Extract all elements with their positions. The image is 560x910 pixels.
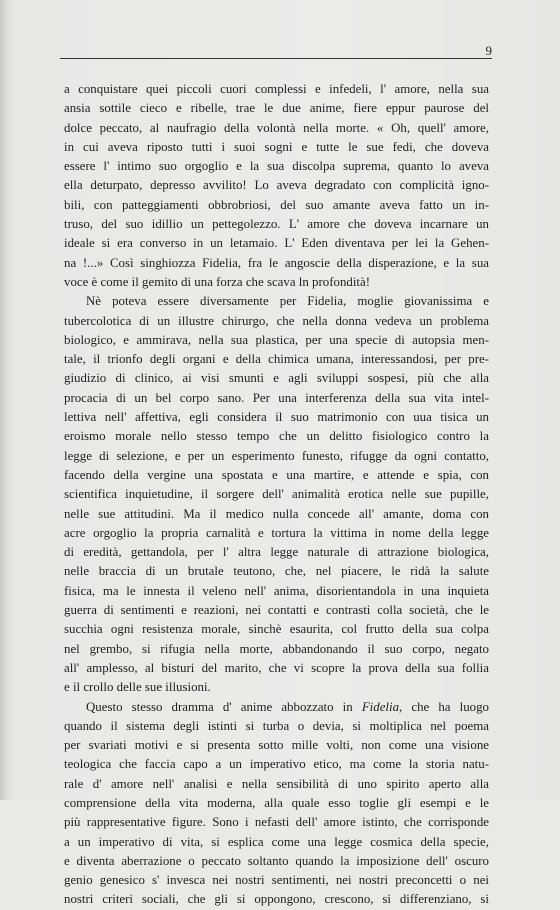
page-number: 9 (485, 43, 492, 58)
text-line: scientifica inquietudine, il sorgere dell' animalità erotica nelle sue pupille, (64, 487, 489, 502)
text-line: e il crollo delle sue illusioni. (64, 680, 211, 695)
text-line: bili, con patteggiamenti obbrobriosi, del suo amante aveva fatto un in- (64, 197, 489, 212)
text-line: comprensione della vita moderna, alla quale esso toglie gli esempi e le (64, 795, 489, 810)
text-line: rale d' amore nell' analisi e nella sensibilità di uno spirito aperto alla (64, 776, 489, 791)
text-line: teologica che faccia capo a un imperativo etico, ma come la storia natu- (64, 757, 489, 772)
text-line: giudizio di clinico, ai visi smunti e agli sviluppi sospesi, più che alla (64, 371, 489, 386)
text-line: e diventa aberrazione o peccato soltanto quando la imposizione dell' oscuro (64, 853, 489, 868)
text-line: a conquistare quei piccoli cuori complessi e infedeli, l' amore, nella sua (64, 82, 489, 96)
text-line: nel grembo, si rifugia nella morte, abbandonando il suo corpo, negato (64, 641, 489, 656)
text-line: biologico, e ammirava, nella sua plastica, per una specie di autopsia men- (64, 332, 489, 347)
text-line: na !...» Così singhiozza Fidelia, fra le angoscie della disperazione, e la sua (64, 255, 489, 270)
text-line: tale, il trionfo degli organi e della chimica umana, interessandosi, per pre- (64, 352, 489, 367)
text-segment: Questo stesso dramma d' anime abbozzato in (86, 699, 362, 714)
text-line: più rappresentative figure. Sono i nefasti dell' amore istinto, che corrisponde (64, 815, 489, 830)
text-line (64, 698, 489, 717)
text-line: Nè poteva essere diversamente per Fidelia, moglie giovanissima e (86, 294, 489, 309)
text-line: acre orgoglio la propria carnalità e tortura la vittima in nome della legge (64, 525, 489, 540)
text-line: a un imperativo di vita, si esplica come una legge cosmica della specie, (64, 834, 489, 849)
text-line: eroismo morale nello stesso tempo che un delitto fisiologico contro la (64, 429, 489, 444)
text-line: nostri criteri sociali, che gli si oppongono, crescono, si differenziano, si (64, 892, 489, 907)
text-line: ella deturpato, depresso avvilito! Lo aveva degradato con complicità igno- (64, 178, 489, 193)
text-line: succhia ogni resistenza morale, sinchè esaurita, col frutto della sua colpa (64, 622, 489, 637)
text-segment: , che ha luogo (399, 699, 489, 714)
header-rule (60, 58, 492, 59)
text-line: voce è come il gemito di una forza che scava ln profondità! (64, 274, 371, 289)
text-line: lettiva nell' affettiva, egli considera il suo matrimonio con uua tisica un (64, 410, 489, 425)
text-line: genio genesico s' invesca nei nostri sentimenti, nei nostri preconcetti o nei (64, 873, 489, 888)
text-line: ansia sottile cieco e ribelle, trae le due anime, fiere eppur paurose del (64, 101, 489, 116)
text-line: all' amplesso, al bisturi del marito, che vi scopre la prova della sua follia (64, 660, 489, 675)
text-line: facendo della vergine una spostata e una martire, e attende e spia, con (64, 467, 489, 482)
text-line: truso, del suo idillio un pettegolezzo. L' amore che doveva incarnare un (64, 217, 489, 232)
body-text (64, 80, 489, 910)
text-line: procacia di un bel corpo sano. Per una interferenza della sua vita intel- (64, 390, 489, 405)
text-line: ideale si era converso in un letamaio. L' Eden diventava per lei la Gehen- (64, 236, 489, 251)
italic-title: Fidelia (361, 699, 400, 714)
text-line: quando il sistema degli istinti si turba o devia, si moltiplica nel poema (64, 718, 489, 733)
text-line: tubercolotica di un illustre chirurgo, che nella donna vedeva un problema (64, 313, 489, 328)
text-line: per svariati motivi e si presenta sotto mille volti, non come una visione (64, 738, 489, 753)
text-line: di eredità, gettandola, per l' altra legge naturale di attrazione biologica, (64, 545, 489, 560)
text-line: fisica, ma le innesta il veleno nell' anima, disorientandola in una inquieta (64, 583, 489, 598)
text-line: nelle sue attitudini. Ma il medico nulla concede all' amante, doma con (64, 506, 489, 521)
text-line: dolce peccato, al naufragio della volontà nella morte. « Oh, quell' amore, (64, 120, 489, 135)
text-line: legge di selezione, e per un esperimento funesto, rifugge da ogni contatto, (64, 448, 489, 463)
text-line: in cui aveva riposto tutti i suoi sogni e tutte le sue fedi, che doveva (64, 139, 489, 154)
text-line: guerra di sentimenti e reazioni, nei contatti e contrasti colla società, che le (64, 603, 489, 618)
text-line: essere l' intimo suo orgoglio e la sua discolpa suprema, quanto lo aveva (64, 159, 489, 174)
text-line: nelle braccia di un brutale teutono, che, nel piacere, le ridà la salute (64, 564, 489, 579)
